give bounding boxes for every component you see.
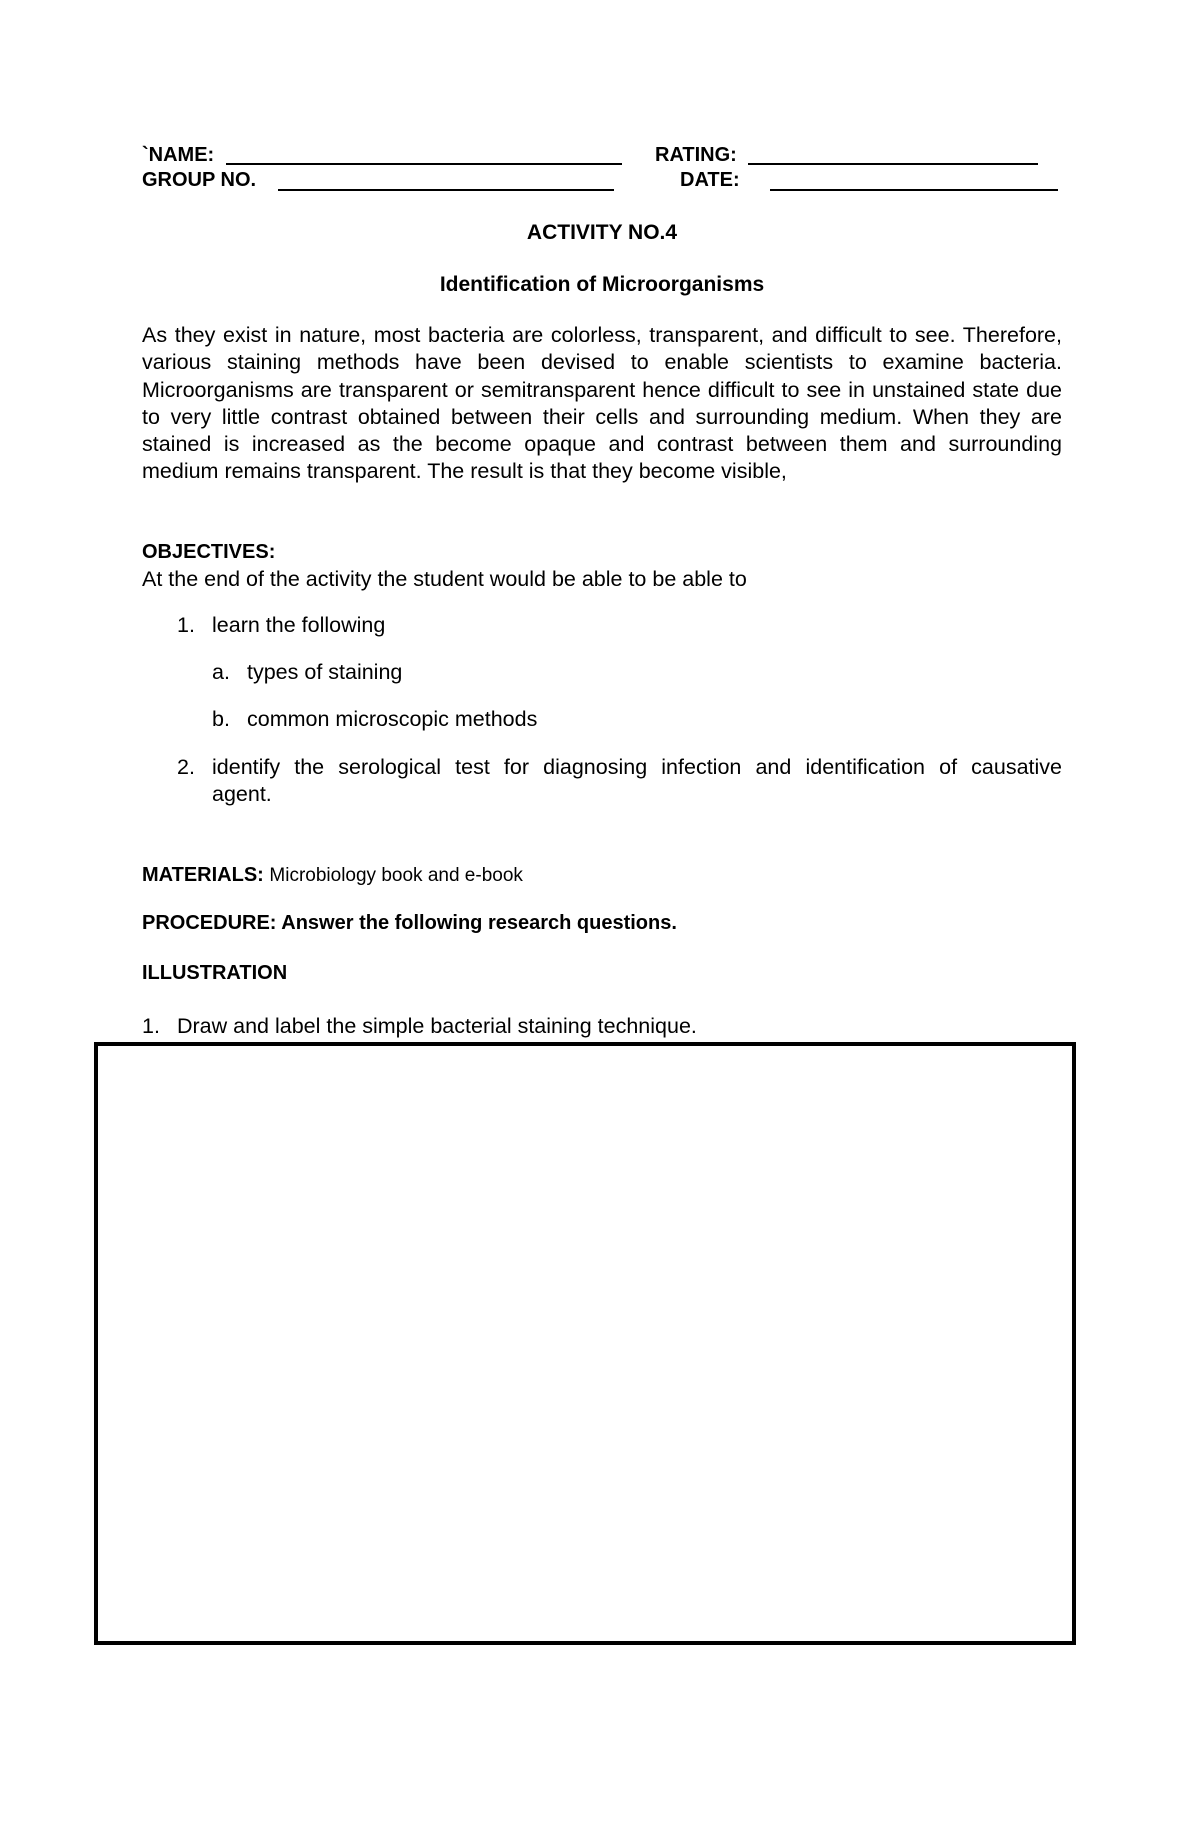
date-label: DATE: — [680, 169, 740, 191]
objective-1b-letter: b. — [212, 707, 230, 731]
objectives-lead: At the end of the activity the student would be able to be able to — [142, 567, 747, 591]
group-no-field[interactable] — [278, 189, 614, 191]
materials-label: MATERIALS: — [142, 864, 264, 886]
materials-line — [142, 863, 523, 888]
objective-2-text-line2: agent. — [212, 782, 272, 806]
objective-1b-text: common microscopic methods — [247, 707, 538, 731]
materials-value: Microbiology book and e-book — [269, 865, 523, 886]
objectives-heading: OBJECTIVES: — [142, 541, 276, 563]
date-field[interactable] — [770, 189, 1058, 191]
rating-label: RATING: — [655, 144, 737, 166]
drawing-answer-box[interactable] — [94, 1042, 1076, 1645]
illustration-item-number: 1. — [142, 1014, 160, 1038]
objective-1a-letter: a. — [212, 660, 230, 684]
objective-1a-text: types of staining — [247, 660, 403, 684]
name-label: `NAME: — [142, 144, 215, 166]
illustration-heading: ILLUSTRATION — [142, 962, 288, 984]
group-no-label: GROUP NO. — [142, 169, 257, 191]
activity-title: Identification of Microorganisms — [439, 273, 765, 296]
objective-1-number: 1. — [177, 613, 195, 637]
objective-2-text-line1: identify the serological test for diagnosing infection and identification of causative — [212, 755, 1062, 779]
activity-number: ACTIVITY NO.4 — [526, 221, 678, 244]
procedure-text: PROCEDURE: Answer the following research questions. — [142, 912, 677, 934]
name-field[interactable] — [226, 163, 622, 165]
objective-2-number: 2. — [177, 755, 195, 779]
intro-paragraph: As they exist in nature, most bacteria are colorless, transparent, and difficult to see. Therefore, various staining methods have been devised to enable scientists to examine bacteria. Microorganisms are transparent or semitransparent hence difficult to see in unstained state due to very little contrast obtained between their cells and surrounding medium. When they are stained is increased as the become opaque and contrast between them and surrounding medium remains transparent. The result is that they become visible, — [142, 323, 1062, 484]
objective-1-text: learn the following — [212, 613, 386, 637]
illustration-item-text: Draw and label the simple bacterial staining technique. — [177, 1014, 697, 1038]
rating-field[interactable] — [748, 163, 1038, 165]
